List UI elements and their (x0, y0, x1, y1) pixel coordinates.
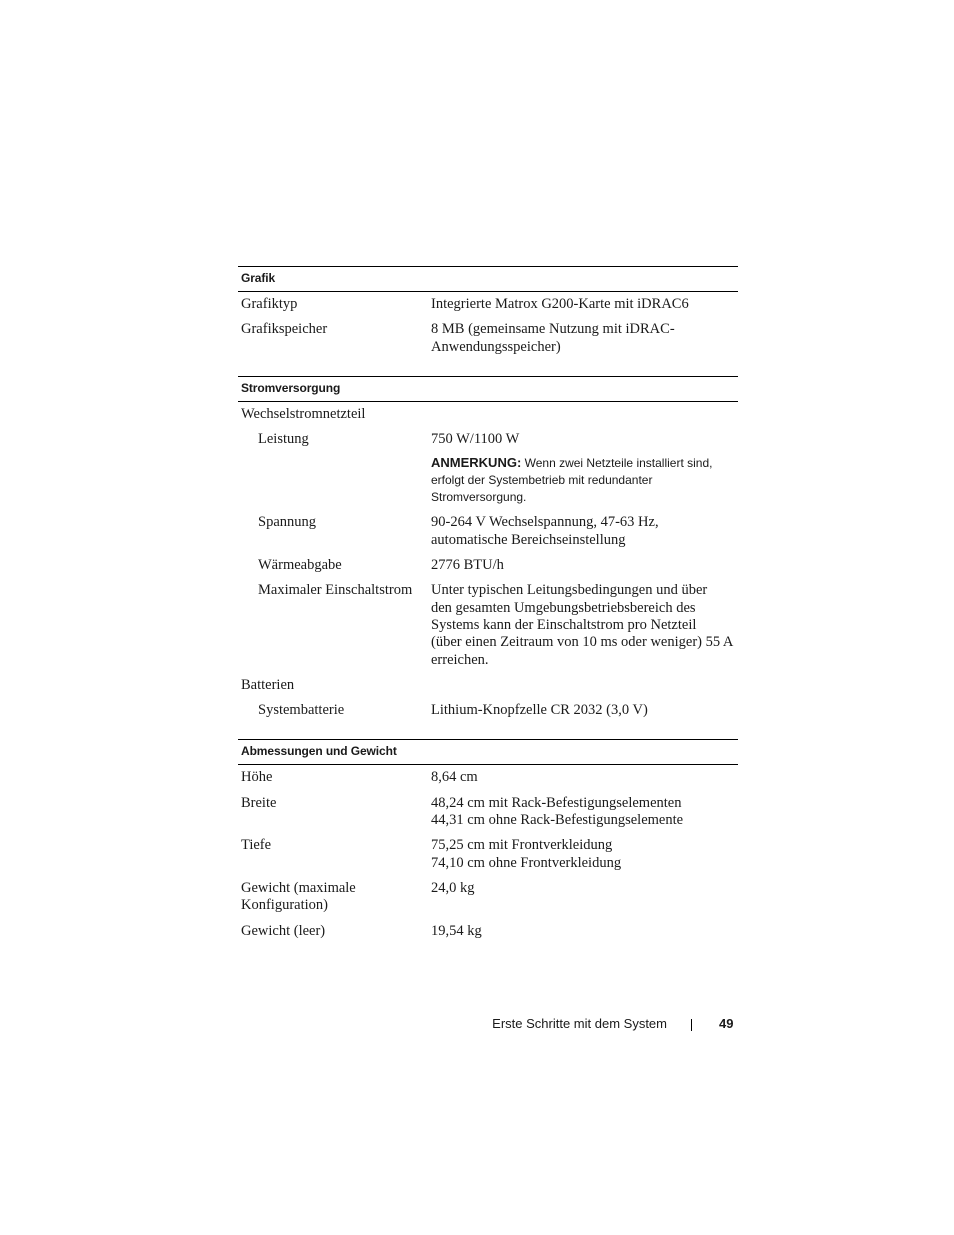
spec-value-line: Anwendungsspeicher) (431, 338, 561, 355)
spec-value-line: Systems kann der Einschaltstrom pro Netzteil (431, 616, 697, 633)
spec-value-line: erreichen. (431, 651, 489, 668)
section-header-abmessungen: Abmessungen und Gewicht (238, 739, 738, 765)
spec-value-line: den gesamten Umgebungsbetriebsbereich des (431, 599, 696, 616)
spec-value (431, 582, 738, 668)
spec-label-line: Konfiguration) (241, 897, 328, 914)
spec-table (238, 266, 738, 944)
spec-row-batterien (238, 673, 738, 698)
spec-value: Lithium-Knopfzelle CR 2032 (3,0 V) (431, 702, 648, 719)
spec-row-grafikspeicher (238, 317, 738, 360)
spec-label: Wechselstromnetzteil (241, 405, 366, 422)
footer-separator (691, 1019, 692, 1031)
spec-label: Breite (241, 794, 277, 811)
spec-value (431, 514, 738, 549)
page-footer (0, 1015, 954, 1035)
spec-label: Gewicht (leer) (241, 922, 326, 939)
spec-row-anmerkung (238, 452, 738, 510)
spec-value: 24,0 kg (431, 879, 475, 896)
spec-value-line: 44,31 cm ohne Rack-Befestigungselemente (431, 812, 684, 829)
spec-value-line: automatische Bereichseinstellung (431, 531, 626, 548)
spec-row-breite (238, 791, 738, 834)
section-header-grafik: Grafik (238, 266, 738, 292)
spec-label: Wärmeabgabe (258, 557, 342, 574)
spec-label: Leistung (258, 431, 309, 448)
spec-value: 2776 BTU/h (431, 557, 504, 574)
note-text: Wenn zwei Netzteile installiert sind, (521, 456, 713, 471)
spec-label: Tiefe (241, 837, 272, 854)
spec-value-line: 75,25 cm mit Frontverkleidung (431, 837, 613, 854)
spec-value-line: 8 MB (gemeinsame Nutzung mit iDRAC- (431, 321, 675, 338)
spec-row-gewicht-leer (238, 919, 738, 944)
spec-value-line: 90-264 V Wechselspannung, 47-63 Hz, (431, 514, 659, 531)
section-header-stromversorgung: Stromversorgung (238, 376, 738, 402)
spec-label: Grafikspeicher (241, 321, 328, 338)
spec-row-gewicht-max (238, 876, 738, 919)
spec-value: 8,64 cm (431, 769, 478, 786)
spec-value-line: 74,10 cm ohne Frontverkleidung (431, 854, 622, 871)
spec-row-grafiktyp (238, 292, 738, 317)
spec-label: Maximaler Einschaltstrom (258, 582, 413, 599)
spec-label (238, 880, 431, 915)
spec-value: Integrierte Matrox G200-Karte mit iDRAC6 (431, 296, 689, 312)
section-spacer (238, 723, 738, 739)
note-line: erfolgt der Systembetrieb mit redundanter (431, 473, 653, 488)
spec-label: Grafiktyp (241, 296, 298, 312)
spec-row-waermeabgabe (238, 553, 738, 578)
spec-label-line: Gewicht (maximale (241, 879, 356, 896)
spec-row-einschaltstrom (238, 578, 738, 672)
spec-value: 750 W/1100 W (431, 431, 520, 448)
spec-value (431, 795, 738, 830)
spec-row-spannung (238, 510, 738, 553)
spec-row-wechselstromnetzteil (238, 402, 738, 427)
spec-label: Systembatterie (258, 702, 345, 719)
spec-label-empty (238, 454, 431, 506)
spec-value (431, 321, 738, 356)
spec-label: Höhe (241, 769, 273, 786)
note-label: ANMERKUNG: (431, 455, 522, 471)
spec-label: Batterien (241, 676, 295, 693)
page-number: 49 (719, 1016, 734, 1031)
note-line: Stromversorgung. (431, 490, 527, 505)
spec-row-hoehe (238, 765, 738, 790)
spec-value: 19,54 kg (431, 922, 482, 939)
spec-value-line: (über einen Zeitraum von 10 ms oder weniger) 55 A (431, 634, 734, 651)
spec-value-line: Unter typischen Leitungsbedingungen und über (431, 582, 708, 599)
spec-row-systembatterie (238, 698, 738, 723)
footer-title: Erste Schritte mit dem System (492, 1016, 667, 1031)
spec-row-tiefe (238, 833, 738, 876)
note (431, 454, 738, 506)
spec-row-leistung (238, 427, 738, 452)
spec-value-line: 48,24 cm mit Rack-Befestigungselementen (431, 794, 682, 811)
section-spacer (238, 360, 738, 376)
spec-value (431, 837, 738, 872)
note-line (431, 454, 734, 472)
spec-label: Spannung (258, 514, 316, 531)
